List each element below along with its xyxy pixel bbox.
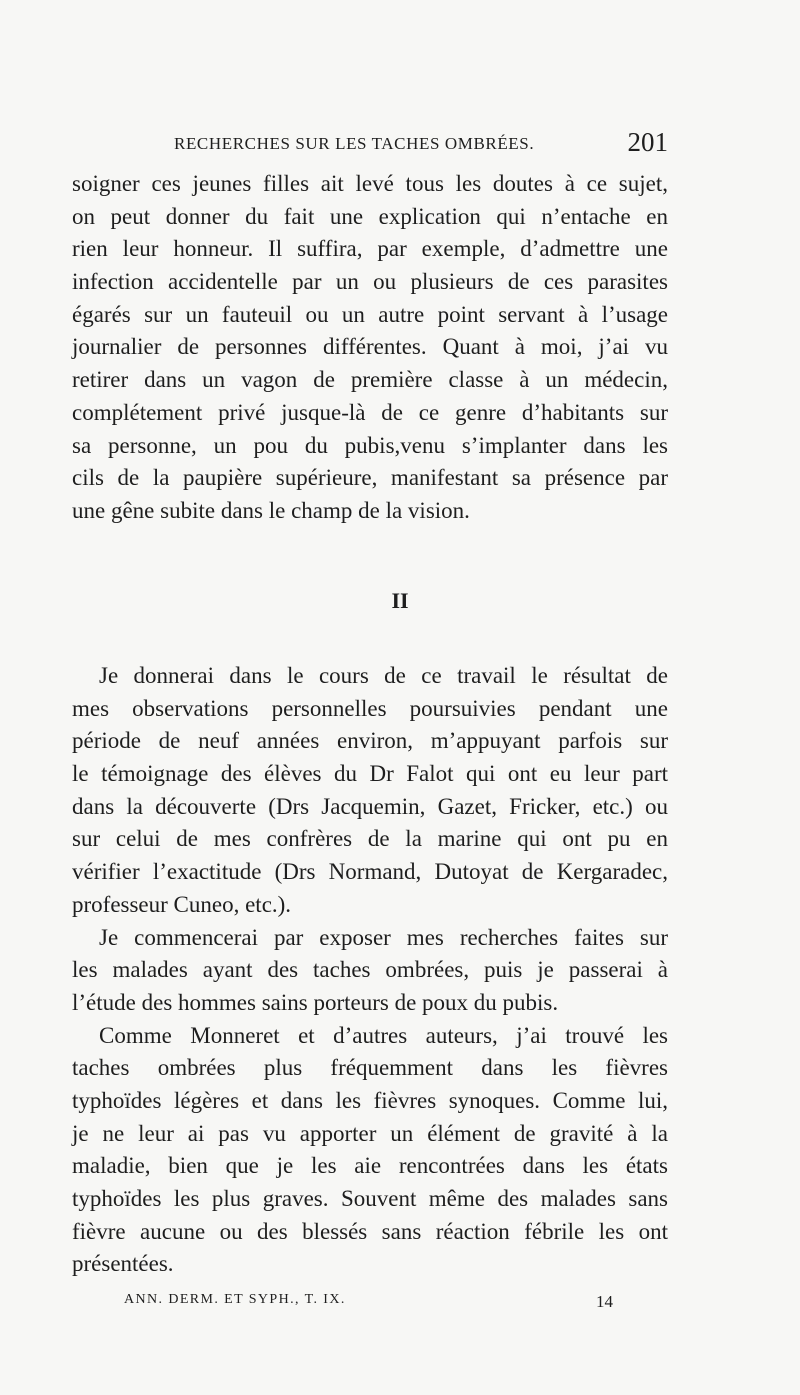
page-header [72, 126, 668, 158]
text-line: taches ombrées plus fréquemment dans les fièvres [72, 1055, 668, 1081]
text-line: Je commencerai par exposer mes recherches faites sur [99, 924, 668, 950]
text-line: égarés sur un fauteuil ou un autre point servant à l’usage [72, 301, 668, 327]
text-line: infection accidentelle par un ou plusieurs de ces parasites [72, 269, 668, 295]
text-line: l’étude des hommes sains porteurs de poux du pubis. [72, 989, 559, 1015]
text-line: je ne leur ai pas vu apporter un élément de gravité à la [72, 1120, 668, 1146]
page-footer [0, 1292, 800, 1314]
sheet-number: 14 [596, 1292, 613, 1311]
text-line: professeur Cuneo, etc.). [72, 891, 292, 917]
text-line: une gêne subite dans le champ de la vision. [72, 497, 470, 523]
text-line: typhoïdes les plus graves. Souvent même des malades sans [72, 1186, 668, 1211]
text-line: sur celui de mes confrères de la marine qui ont pu en [72, 826, 668, 852]
text-line: dans la découverte (Drs Jacquemin, Gazet, Fricker, etc.) ou [72, 793, 668, 819]
text-line: complétement privé jusque-là de ce genre d’habitants sur [72, 399, 668, 425]
text-line: mes observations personnelles poursuivies pendant une [72, 695, 668, 721]
text-line: retirer dans un vagon de première classe à un médecin, [72, 367, 668, 393]
text-line: période de neuf années environ, m’appuyant parfois sur [72, 728, 668, 754]
text-line: vérifier l’exactitude (Drs Normand, Dutoyat de Kergaradec, [72, 859, 668, 885]
text-line: Comme Monneret et d’autres auteurs, j’ai trouvé les [99, 1022, 668, 1048]
section-heading: II [391, 588, 409, 613]
text-line: sa personne, un pou du pubis,venu s’implanter dans les [72, 432, 668, 458]
page-number: 201 [627, 127, 668, 157]
text-line: rien leur honneur. Il suffira, par exemple, d’admettre une [72, 236, 668, 262]
text-line: on peut donner du fait une explication qui n’entache en [72, 203, 668, 229]
text-line: soigner ces jeunes filles ait levé tous les doutes à ce sujet, [72, 171, 668, 196]
running-head: RECHERCHES SUR LES TACHES OMBRÉES. [174, 134, 535, 153]
footer-signature: ANN. DERM. ET SYPH., T. IX. [124, 1292, 346, 1307]
text-line: présentées. [72, 1251, 174, 1277]
paragraph-continuation [72, 168, 668, 528]
text-line: cils de la paupière supérieure, manifestant sa présence par [72, 465, 668, 491]
text-line: fièvre aucune ou des blessés sans réaction fébrile les ont [72, 1218, 668, 1244]
section-body [72, 660, 668, 1281]
text-line: journalier de personnes différentes. Quant à moi, j’ai vu [72, 334, 668, 360]
text-line: les malades ayant des taches ombrées, puis je passerai à [72, 957, 668, 983]
text-line: le témoignage des élèves du Dr Falot qui ont eu leur part [72, 761, 668, 787]
text-line: typhoïdes légères et dans les fièvres synoques. Comme lui, [72, 1087, 668, 1113]
text-line: maladie, bien que je les aie rencontrées dans les états [72, 1153, 668, 1179]
text-line: Je donnerai dans le cours de ce travail le résultat de [99, 663, 668, 688]
